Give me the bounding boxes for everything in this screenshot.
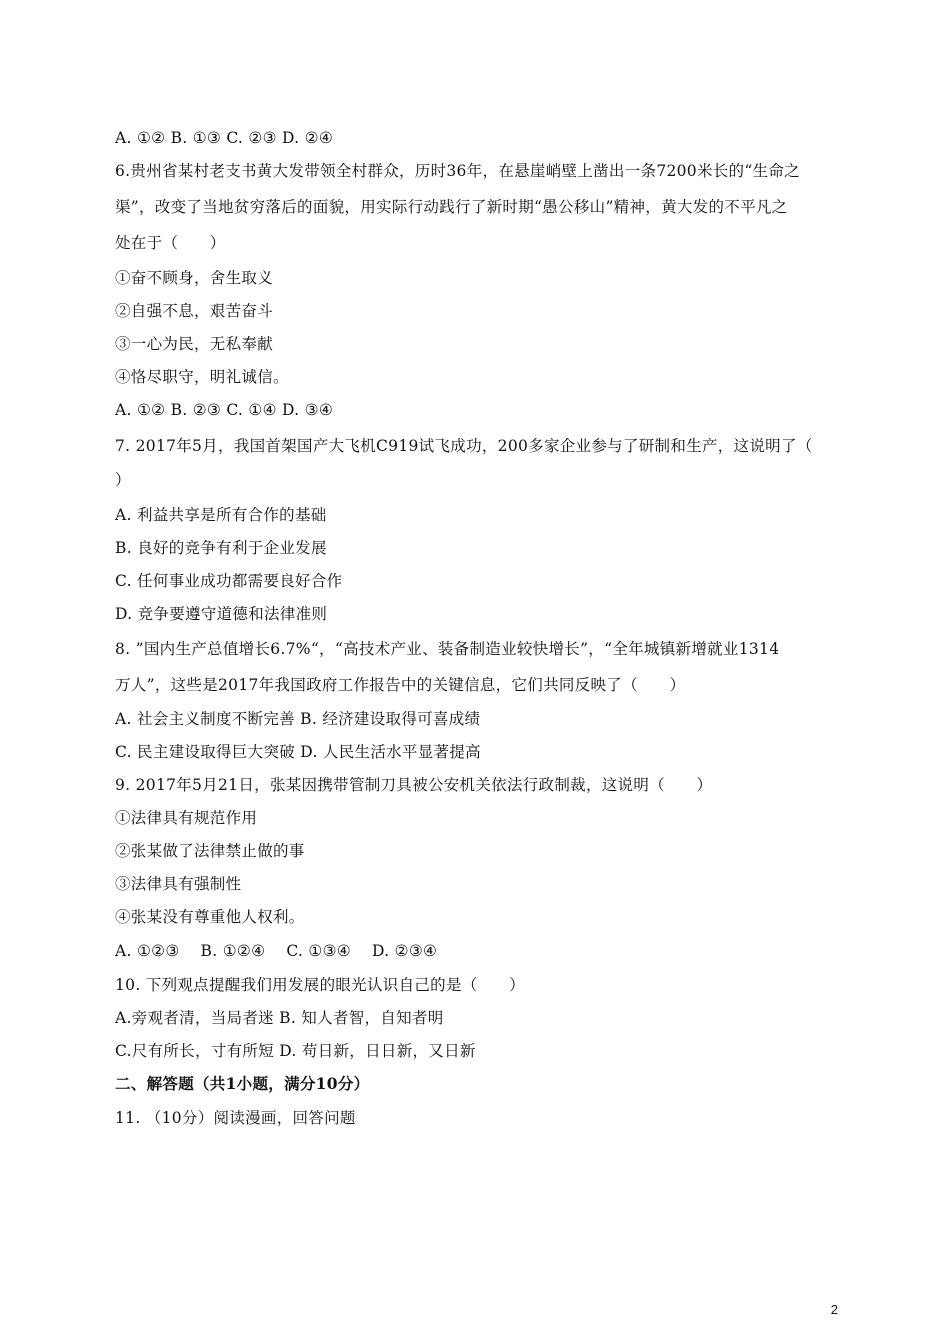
q6-item-3: ③一心为民，无私奉献 (115, 335, 274, 353)
q11-stem: 11. （10分）阅读漫画，回答问题 (115, 1109, 356, 1127)
q6-stem-line2: 渠”，改变了当地贫穷落后的面貌，用实际行动践行了新时期“愚公移山”精神，黄大发的不平凡之 (115, 198, 788, 216)
q7-option-b: B. 良好的竞争有利于企业发展 (115, 539, 327, 557)
q8-stem-line1: 8. ”国内生产总值增长6.7%“，“高技术产业、装备制造业较快增长”，“全年城镇新增就业1314 (115, 640, 780, 658)
q8-options-ab: A. 社会主义制度不断完善 B. 经济建设取得可喜成绩 (115, 710, 481, 728)
q7-stem-line1: 7. 2017年5月，我国首架国产大飞机C919试飞成功，200多家企业参与了研制和生产，这说明了（ (115, 437, 813, 455)
q9-options: A. ①②③ B. ①②④ C. ①③④ D. ②③④ (115, 942, 438, 960)
section-heading: 二、解答题（共1小题，满分10分） (115, 1074, 370, 1093)
q9-item-3: ③法律具有强制性 (115, 875, 242, 893)
q8-options-cd: C. 民主建设取得巨大突破 D. 人民生活水平显著提高 (115, 743, 481, 761)
q7-stem-line2: ） (115, 471, 131, 489)
q5-options: A. ①② B. ①③ C. ②③ D. ②④ (115, 129, 334, 147)
q7-option-c: C. 任何事业成功都需要良好合作 (115, 572, 343, 590)
q10-stem: 10. 下列观点提醒我们用发展的眼光认识自己的是（ ） (115, 976, 525, 994)
page-number: 2 (830, 1302, 838, 1317)
q6-stem-line1: 6.贵州省某村老支书黄大发带领全村群众，历时36年，在悬崖峭壁上凿出一条7200米长的“生命之 (115, 162, 800, 180)
q6-item-2: ②自强不息，艰苦奋斗 (115, 302, 274, 320)
q7-option-a: A. 利益共享是所有合作的基础 (115, 506, 327, 524)
q9-item-2: ②张某做了法律禁止做的事 (115, 842, 305, 860)
q10-options-cd: C.尺有所长，寸有所短 D. 苟日新，日日新，又日新 (115, 1042, 476, 1060)
q6-options: A. ①② B. ②③ C. ①④ D. ③④ (115, 401, 334, 419)
q9-item-4: ④张某没有尊重他人权利。 (115, 908, 305, 926)
q7-option-d: D. 竞争要遵守道德和法律准则 (115, 605, 328, 623)
q9-item-1: ①法律具有规范作用 (115, 809, 258, 827)
q8-stem-line2: 万人”，这些是2017年我国政府工作报告中的关键信息，它们共同反映了（ ） (115, 676, 686, 694)
q6-item-1: ①奋不顾身，舍生取义 (115, 269, 274, 287)
q9-stem: 9. 2017年5月21日，张某因携带管制刀具被公安机关依法行政制裁，这说明（ ） (115, 776, 713, 794)
q6-item-4: ④恪尽职守，明礼诚信。 (115, 368, 289, 386)
q6-stem-line3: 处在于（ ） (115, 234, 226, 252)
q10-options-ab: A.旁观者清，当局者迷 B. 知人者智，自知者明 (115, 1009, 444, 1027)
